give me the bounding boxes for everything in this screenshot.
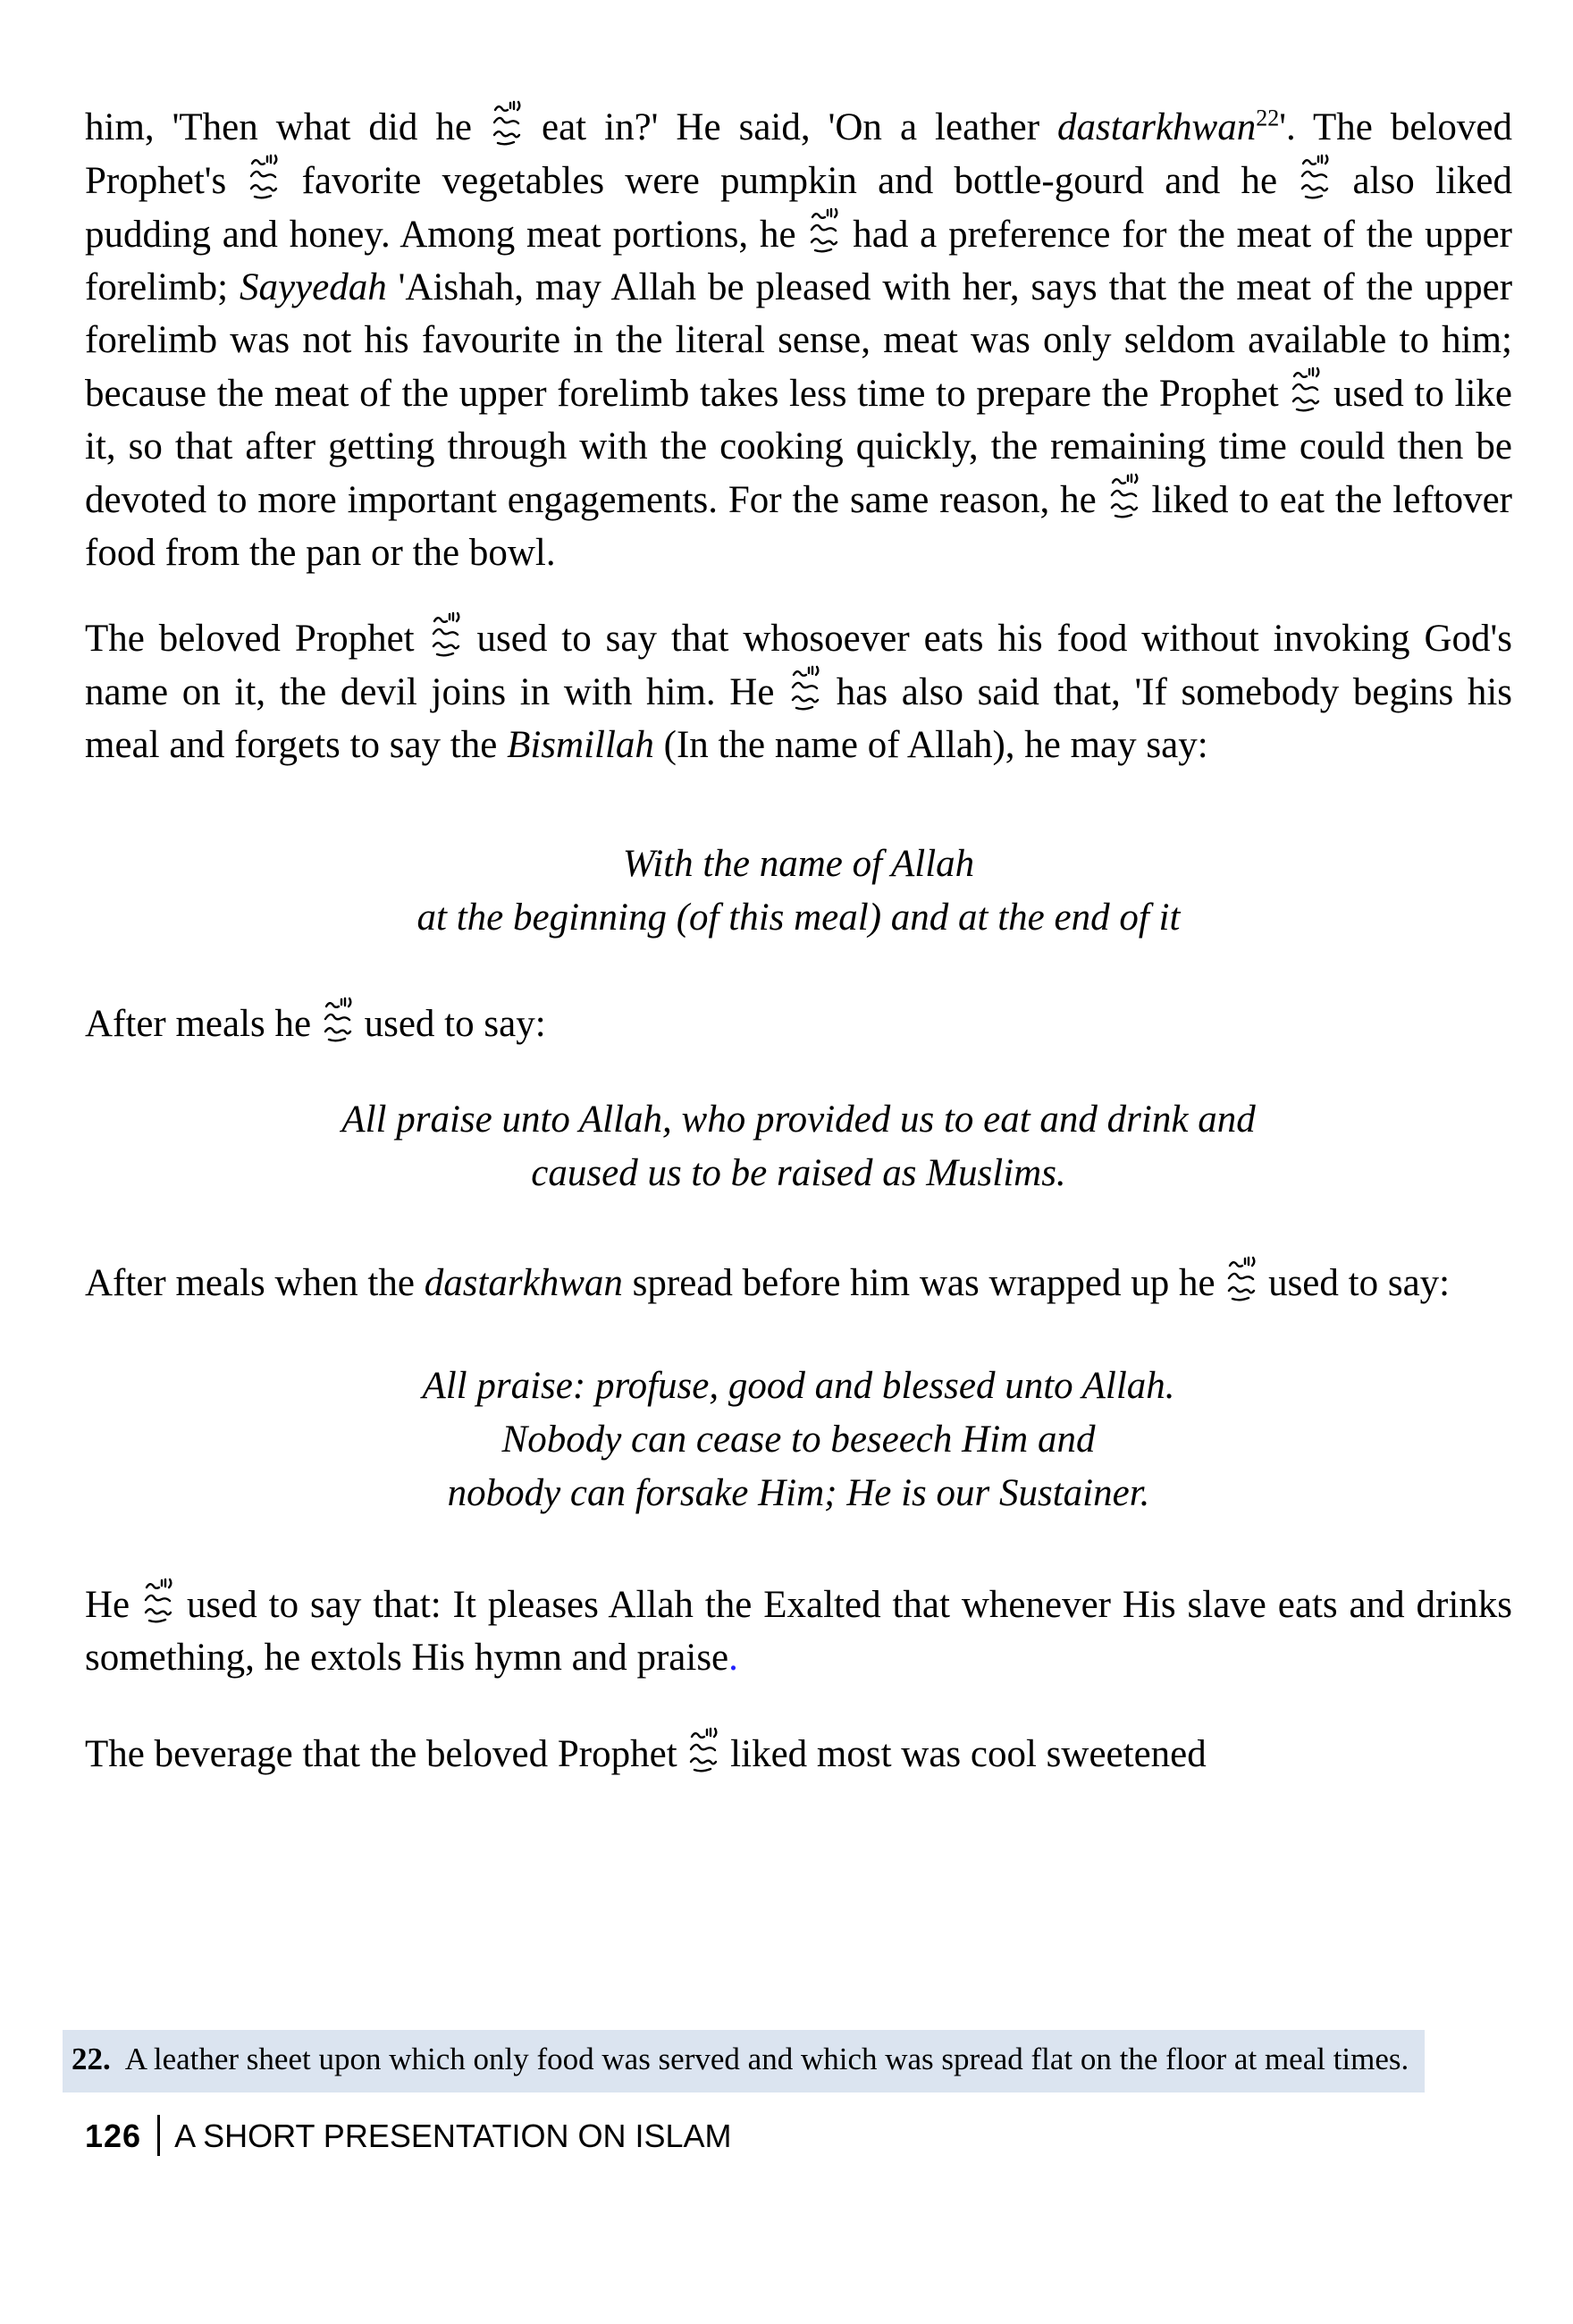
page-number: 126 bbox=[85, 2118, 142, 2154]
body-paragraph bbox=[85, 1256, 1512, 1309]
text-run: He bbox=[85, 1584, 142, 1626]
text-run: dastarkhwan bbox=[1057, 106, 1257, 148]
text-run: him, 'Then what did he bbox=[85, 106, 490, 148]
text-run: spread before him was wrapped up he bbox=[622, 1262, 1225, 1304]
text-run: also liked pudding and honey. Among meat portions, he bbox=[85, 160, 1513, 256]
sallallahu-alayhi-wasallam-icon bbox=[1107, 479, 1141, 521]
sallallahu-alayhi-wasallam-icon bbox=[141, 1584, 175, 1626]
text-run: 22 bbox=[1256, 105, 1280, 131]
text-run: used to like it, so that after getting through with the cooking quickly, the remaining time could then be devoted to more important engagements. For the same reason, he bbox=[85, 373, 1512, 521]
text-run: 'Aishah, may Allah be pleased with her, says that the meat of the upper forelimb was not his favourite in the literal sense, meat was only seldom available to him; because the meat of the upper forelimb takes less time to prepare the Prophet bbox=[85, 266, 1513, 415]
verse-line bbox=[85, 838, 1512, 891]
body-paragraph bbox=[85, 611, 1512, 771]
text-run: dastarkhwan bbox=[424, 1262, 623, 1304]
text-run: liked most was cool sweetened bbox=[720, 1733, 1207, 1775]
text-run: '. The beloved Prophet's bbox=[85, 106, 1512, 202]
sallallahu-alayhi-wasallam-icon bbox=[1224, 1262, 1258, 1304]
text-run: The beloved Prophet bbox=[85, 618, 429, 660]
body-paragraph bbox=[85, 1727, 1512, 1781]
sallallahu-alayhi-wasallam-icon bbox=[247, 160, 281, 202]
verse-block bbox=[85, 1093, 1512, 1200]
text-run: eat in?' He said, 'On a leather bbox=[523, 106, 1058, 148]
text-run: had a preference for the meat of the upper forelimb; bbox=[85, 214, 1512, 308]
text-run: Nobody can cease to beseech Him and bbox=[501, 1419, 1096, 1461]
body-paragraph bbox=[85, 1578, 1512, 1684]
page-footer bbox=[85, 2115, 732, 2156]
text-run: After meals he bbox=[85, 1003, 321, 1045]
text-run: has also said that, 'If somebody begins his meal and forgets to say the bbox=[85, 671, 1513, 766]
sallallahu-alayhi-wasallam-icon bbox=[429, 618, 463, 660]
text-run: used to say: bbox=[1258, 1262, 1451, 1304]
text-run: nobody can forsake Him; He is our Sustainer. bbox=[447, 1472, 1150, 1514]
sallallahu-alayhi-wasallam-icon bbox=[686, 1733, 720, 1775]
verse-line bbox=[85, 1360, 1512, 1413]
sallallahu-alayhi-wasallam-icon bbox=[321, 1003, 355, 1045]
text-run: favorite vegetables were pumpkin and bottle-gourd and he bbox=[281, 160, 1299, 202]
footnote bbox=[63, 2030, 1425, 2092]
text-run: Sayyedah bbox=[239, 266, 387, 308]
footnote-number: 22. bbox=[72, 2042, 111, 2076]
verse-line bbox=[85, 1147, 1512, 1200]
book-title: A SHORT PRESENTATION ON ISLAM bbox=[174, 2118, 732, 2154]
text-run: at the beginning (of this meal) and at the end of it bbox=[416, 897, 1181, 939]
text-run: used to say: bbox=[354, 1003, 546, 1045]
text-run: liked to eat the leftover food from the pan or the bowl. bbox=[85, 479, 1512, 574]
footnote-text: A leather sheet upon which only food was served and which was spread flat on the floor at meal times. bbox=[124, 2042, 1409, 2076]
verse-line bbox=[85, 891, 1512, 945]
sallallahu-alayhi-wasallam-icon bbox=[1298, 160, 1332, 202]
verse-block bbox=[85, 1360, 1512, 1520]
verse-line bbox=[85, 1413, 1512, 1467]
body-paragraph bbox=[85, 997, 1512, 1050]
sallallahu-alayhi-wasallam-icon bbox=[1289, 373, 1323, 415]
footer-divider bbox=[157, 2115, 160, 2156]
text-run: (In the name of Allah), he may say: bbox=[653, 724, 1208, 766]
sallallahu-alayhi-wasallam-icon bbox=[490, 106, 524, 148]
text-run: All praise unto Allah, who provided us to eat and drink and bbox=[341, 1099, 1256, 1141]
text-run: Bismillah bbox=[507, 724, 654, 766]
text-run: caused us to be raised as Muslims. bbox=[531, 1152, 1066, 1194]
text-run: . bbox=[728, 1637, 738, 1679]
text-run: With the name of Allah bbox=[622, 843, 975, 885]
text-run: The beverage that the beloved Prophet bbox=[85, 1733, 687, 1775]
verse-line bbox=[85, 1467, 1512, 1520]
sallallahu-alayhi-wasallam-icon bbox=[807, 214, 841, 256]
text-run: After meals when the bbox=[85, 1262, 425, 1304]
body-paragraph bbox=[85, 100, 1512, 579]
text-run: All praise: profuse, good and blessed unto Allah. bbox=[422, 1365, 1175, 1407]
verse-line bbox=[85, 1093, 1512, 1147]
text-run: used to say that: It pleases Allah the Exalted that whenever His slave eats and drinks something, he extols His hymn and praise bbox=[85, 1584, 1513, 1679]
sallallahu-alayhi-wasallam-icon bbox=[788, 671, 822, 713]
text-run: used to say that whosoever eats his food without invoking God's name on it, the devil joins in with him. He bbox=[85, 618, 1512, 713]
verse-block bbox=[85, 838, 1512, 945]
